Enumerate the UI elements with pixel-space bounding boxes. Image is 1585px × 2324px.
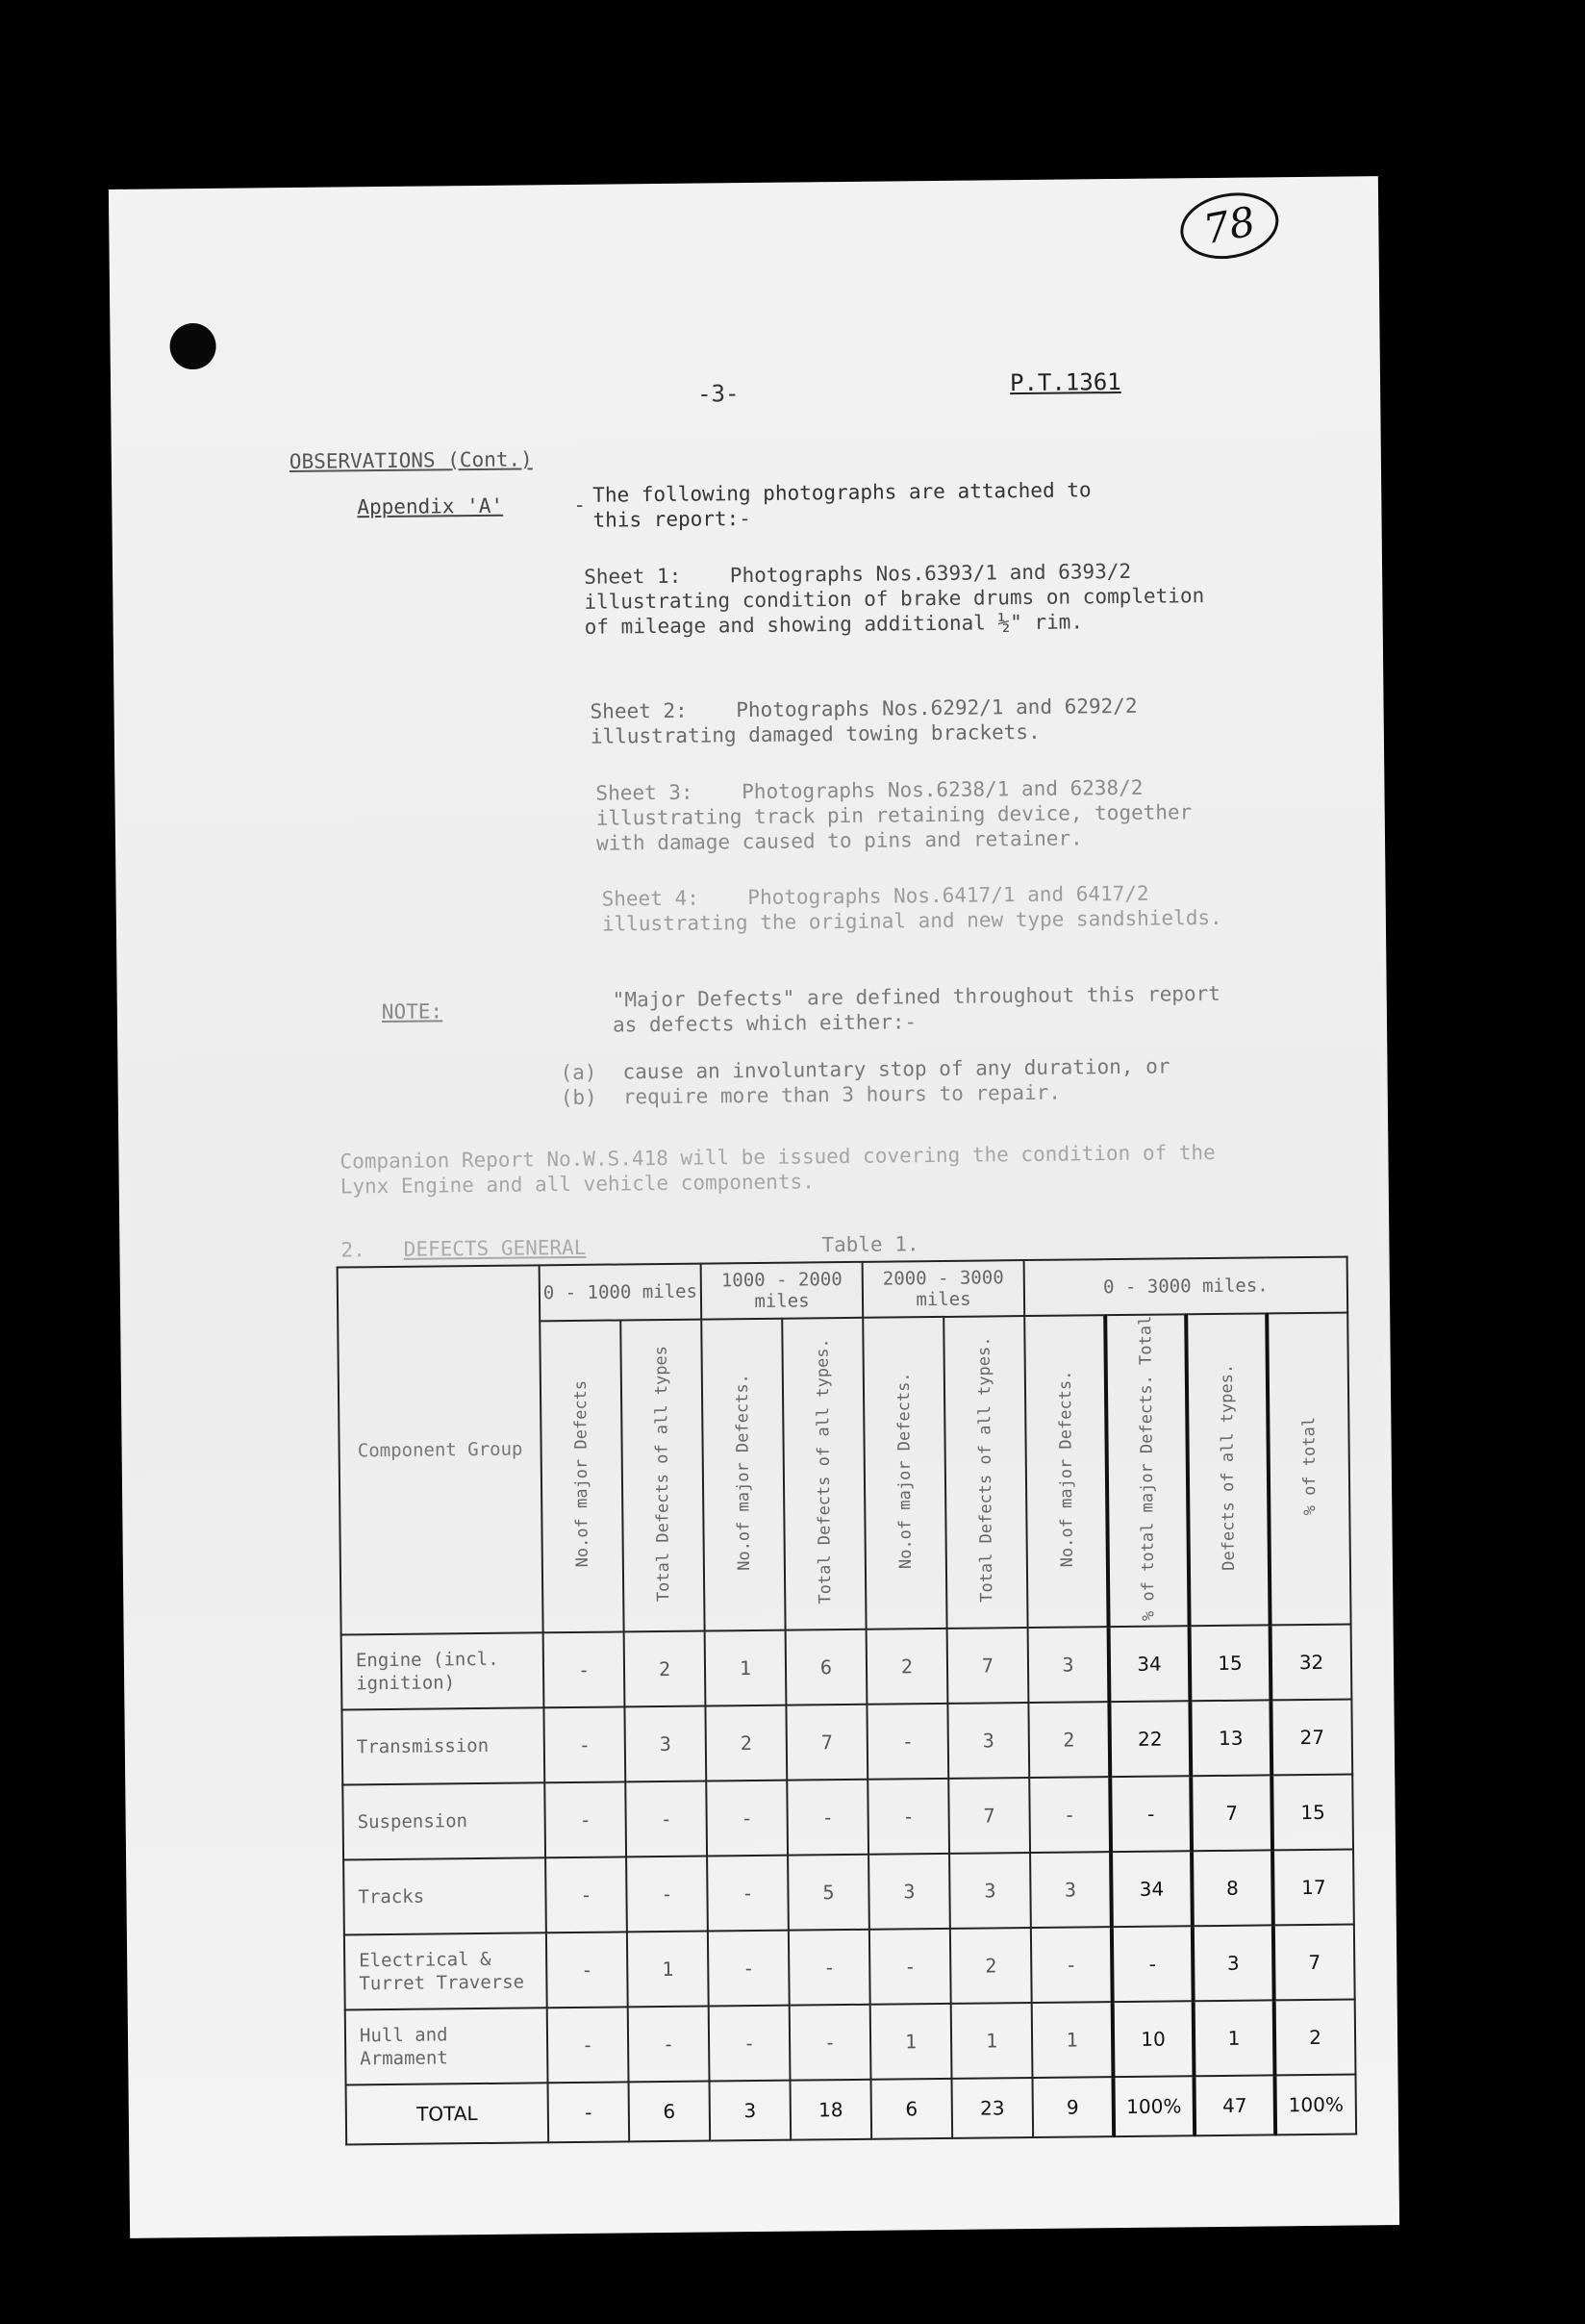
- table-cell: 1: [870, 2004, 952, 2080]
- subheader-text: No.of major Defects.: [1055, 1370, 1077, 1568]
- table-cell: 10: [1113, 2002, 1195, 2078]
- table-cell: -: [625, 1781, 707, 1857]
- table-cell: 2: [1028, 1702, 1110, 1778]
- table-body: [341, 1625, 1356, 2145]
- sheet-label: Sheet 1:: [584, 564, 682, 589]
- section-heading: [340, 1235, 586, 1263]
- table-cell: -: [626, 1857, 708, 1932]
- subheader-text: Total Defects of all types.: [813, 1338, 836, 1605]
- table-cell: 47: [1194, 2076, 1275, 2136]
- appendix-intro: The following photographs are attached to this report:-: [592, 478, 1092, 532]
- table-cell: -: [787, 1780, 868, 1856]
- subheader-cell: [943, 1316, 1027, 1629]
- table-cell: 3: [1193, 1926, 1274, 2002]
- component-name: Hull and Armament: [345, 2008, 548, 2085]
- table-cell: -: [1031, 1927, 1113, 2003]
- table-cell: 2: [867, 1629, 948, 1705]
- table-cell: -: [548, 2083, 630, 2143]
- component-name: Engine (incl. ignition): [341, 1633, 544, 1710]
- table-cell: 1: [951, 2003, 1033, 2079]
- defects-table: [337, 1256, 1358, 2146]
- table-row: [341, 1625, 1352, 1710]
- subheader-text: Total Defects of all types: [651, 1345, 674, 1602]
- table-cell: 6: [629, 2082, 711, 2142]
- report-reference: P.T.1361: [1009, 367, 1121, 397]
- table-cell: 100%: [1113, 2077, 1195, 2137]
- subheader-cell: [1024, 1315, 1108, 1628]
- table-cell: 34: [1109, 1627, 1191, 1703]
- appendix-dash: -: [573, 493, 587, 517]
- component-name: Suspension: [342, 1783, 545, 1860]
- table-cell: 34: [1111, 1852, 1193, 1928]
- section-number: 2.: [340, 1238, 365, 1262]
- table-cell: 18: [791, 2080, 872, 2140]
- table-cell: 100%: [1274, 2075, 1356, 2135]
- table-label: Table 1.: [821, 1232, 919, 1257]
- subheader-text: No.of major Defects: [570, 1380, 592, 1568]
- sheet-text: Photographs Nos.6292/1 and 6292/2 illustrating damaged towing brackets.: [590, 694, 1138, 748]
- document-page: [109, 176, 1399, 2238]
- table-cell: 6: [871, 2079, 953, 2139]
- group-header: 2000 - 3000 miles: [863, 1260, 1025, 1318]
- table-cell: -: [543, 1632, 625, 1708]
- table-cell: 22: [1109, 1702, 1191, 1778]
- table-cell: 27: [1271, 1700, 1352, 1776]
- component-name: Tracks: [343, 1858, 546, 1935]
- table-cell: -: [708, 1931, 790, 2007]
- table-cell: 5: [788, 1855, 869, 1931]
- component-group-header: [338, 1265, 543, 1634]
- sheet-text: Photographs Nos.6238/1 and 6238/2 illustrating track pin retaining device, together with damage caused to pins and retainer.: [595, 775, 1193, 855]
- group-header: 0 - 3000 miles.: [1024, 1257, 1348, 1317]
- table-cell: 7: [786, 1705, 868, 1781]
- note-text: "Major Defects" are defined throughout this report as defects which either:-: [612, 981, 1220, 1037]
- table-cell: -: [1029, 1777, 1111, 1853]
- table-cell: 1: [1032, 2002, 1114, 2078]
- table-cell: 32: [1271, 1625, 1352, 1701]
- subheader-text: No.of major Defects.: [893, 1372, 916, 1570]
- component-group-label: Component Group: [357, 1438, 523, 1462]
- component-name: Electrical & Turret Traverse: [344, 1933, 547, 2010]
- sheet-4-entry: [602, 880, 1238, 937]
- subheader-cell: [1105, 1314, 1189, 1627]
- group-header: 1000 - 2000 miles: [701, 1262, 864, 1320]
- table-cell: -: [707, 1856, 789, 1932]
- page-number: -3-: [696, 380, 740, 408]
- sheet-label: Sheet 2:: [590, 698, 688, 723]
- total-row: [346, 2075, 1357, 2145]
- table-cell: 17: [1272, 1850, 1354, 1926]
- subheader-cell: [1267, 1313, 1350, 1626]
- table-cell: -: [547, 2008, 629, 2084]
- table-cell: 23: [952, 2078, 1034, 2138]
- observations-heading: OBSERVATIONS (Cont.): [289, 447, 533, 474]
- table-cell: 7: [947, 1628, 1029, 1704]
- table-cell: 2: [950, 1928, 1032, 2004]
- condition-a-text: cause an involuntary stop of any duration, or: [622, 1054, 1170, 1084]
- table-cell: 8: [1192, 1851, 1273, 1927]
- condition-b-text: require more than 3 hours to repair.: [622, 1080, 1062, 1109]
- sheet-3-entry: [595, 774, 1231, 856]
- table-cell: 3: [1028, 1627, 1110, 1703]
- condition-b-marker: (b): [560, 1085, 597, 1110]
- folio-number: 78: [1199, 197, 1260, 254]
- table-cell: 7: [1273, 1925, 1355, 2001]
- subheader-text: Total Defects of all types.: [974, 1336, 997, 1604]
- subheader-cell: [701, 1319, 785, 1631]
- table-cell: 2: [1274, 2000, 1356, 2076]
- table-cell: 13: [1190, 1701, 1271, 1777]
- table-cell: 3: [949, 1853, 1031, 1929]
- table-row: [341, 1700, 1352, 1785]
- table-cell: -: [1110, 1777, 1192, 1853]
- sheet-1-entry: [584, 558, 1220, 640]
- table-row: [342, 1775, 1353, 1860]
- section-title: DEFECTS GENERAL: [403, 1235, 587, 1261]
- table-row: [344, 1925, 1355, 2010]
- subheader-cell: [620, 1320, 704, 1632]
- companion-report-note: Companion Report No.W.S.418 will be issued covering the condition of the Lynx Engine and all vehicle components.: [340, 1140, 1216, 1199]
- table-cell: -: [790, 2005, 871, 2081]
- component-name: Transmission: [341, 1708, 544, 1785]
- table-row: [345, 2000, 1356, 2085]
- table-cell: 9: [1032, 2077, 1114, 2137]
- table-cell: -: [789, 1930, 870, 2006]
- condition-a-marker: (a): [560, 1060, 597, 1085]
- table-cell: 3: [710, 2081, 792, 2141]
- subheader-cell: [863, 1317, 946, 1629]
- sheet-text: Photographs Nos.6393/1 and 6393/2 illustrating condition of brake drums on completion of mileage and showing additional ½" rim.: [584, 559, 1205, 639]
- table-cell: 3: [868, 1854, 950, 1930]
- table-cell: 1: [627, 1932, 709, 2008]
- appendix-label: Appendix 'A': [357, 493, 504, 519]
- table-cell: 7: [1191, 1776, 1272, 1852]
- table-cell: 2: [705, 1705, 787, 1781]
- table-cell: -: [544, 1782, 626, 1858]
- table-cell: -: [543, 1707, 625, 1783]
- sheet-text: Photographs Nos.6417/1 and 6417/2 illustrating the original and new type sandshields.: [601, 881, 1222, 936]
- table-cell: -: [706, 1781, 788, 1857]
- table-cell: 7: [948, 1778, 1030, 1854]
- subheader-text: No.of major Defects.: [732, 1374, 754, 1572]
- table-cell: 15: [1190, 1626, 1271, 1702]
- table-cell: 3: [1030, 1852, 1112, 1928]
- table-cell: 1: [1194, 2001, 1275, 2077]
- table-cell: -: [545, 1857, 627, 1933]
- subheader-text: % of total: [1298, 1417, 1320, 1516]
- subheader-cell: [540, 1320, 623, 1632]
- punch-hole: [169, 323, 216, 370]
- table-cell: 1: [705, 1630, 787, 1706]
- component-name: TOTAL: [346, 2084, 549, 2145]
- group-header: 0 - 1000 miles: [540, 1264, 702, 1322]
- subheader-cell: [782, 1318, 866, 1630]
- sheet-label: Sheet 3:: [595, 780, 693, 805]
- folio-stamp: [1176, 190, 1283, 261]
- table-cell: 3: [947, 1703, 1029, 1779]
- table-cell: 6: [786, 1629, 868, 1705]
- table-cell: -: [868, 1779, 949, 1855]
- sheet-2-entry: [590, 693, 1225, 749]
- table-cell: 2: [624, 1631, 706, 1707]
- subheader-cell: [1186, 1313, 1270, 1626]
- subheader-text: Defects of all types.: [1217, 1363, 1239, 1572]
- table-cell: -: [1112, 1927, 1194, 2003]
- table-cell: -: [867, 1704, 948, 1780]
- sheet-label: Sheet 4:: [601, 886, 699, 911]
- table-cell: -: [869, 1929, 951, 2005]
- table-cell: -: [628, 2007, 710, 2083]
- table-cell: -: [546, 1932, 628, 2008]
- subheader-text: % of total major Defects. Total: [1136, 1315, 1159, 1622]
- note-label: NOTE:: [381, 999, 443, 1024]
- table-cell: 3: [624, 1706, 706, 1782]
- table-row: [343, 1850, 1354, 1935]
- table-cell: 15: [1271, 1775, 1353, 1851]
- table-cell: -: [709, 2006, 791, 2082]
